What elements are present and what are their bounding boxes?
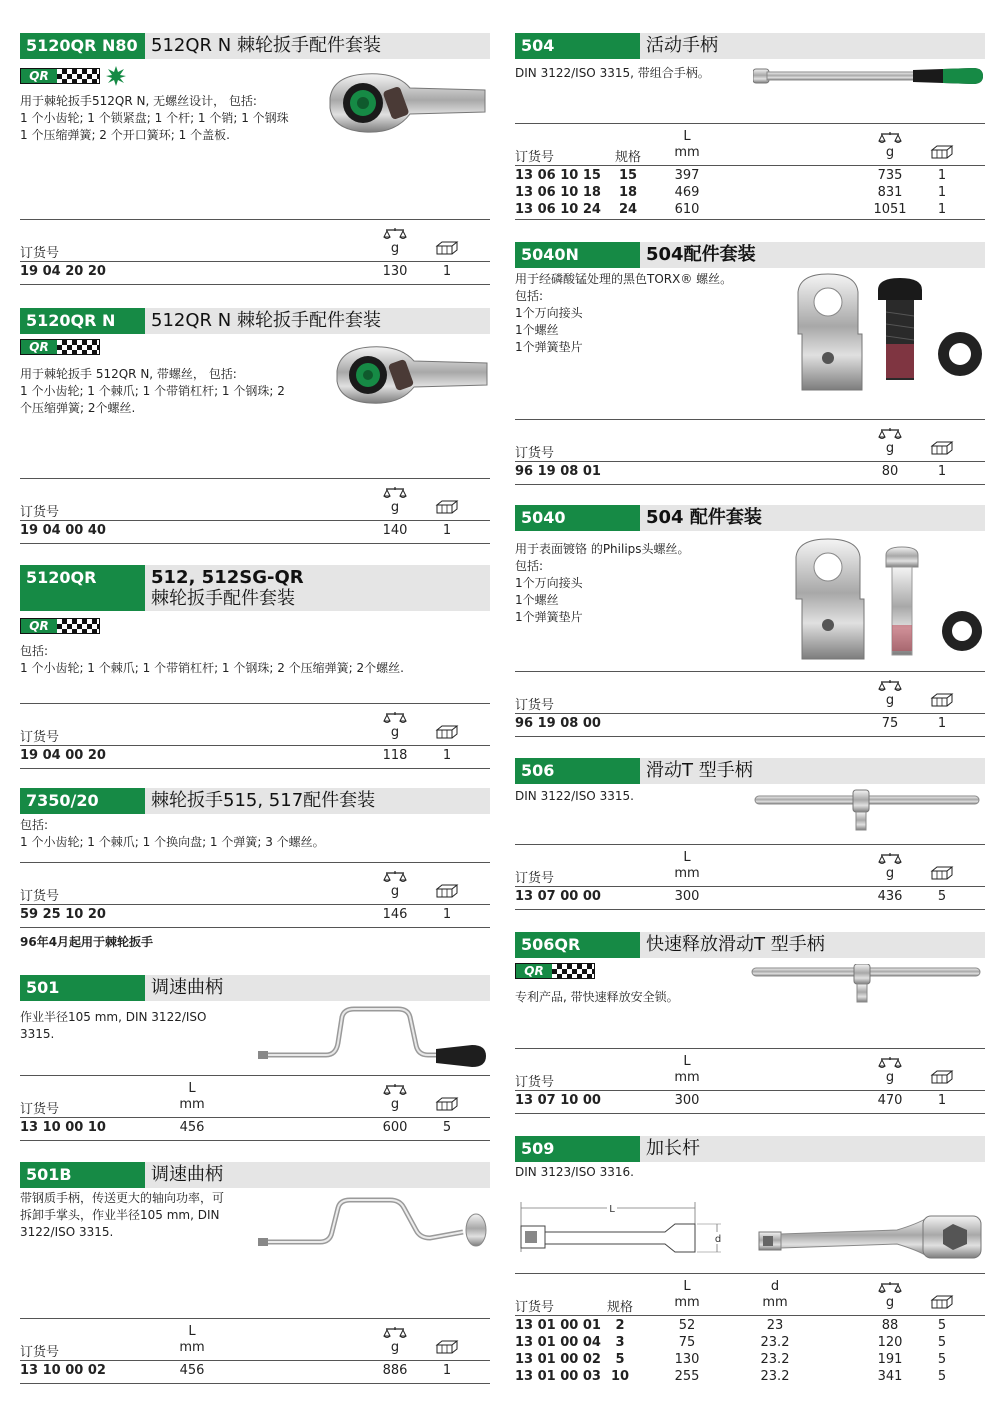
weight-value: 130 (382, 264, 408, 279)
weight-header: g (885, 693, 895, 708)
order-number: 13 07 00 00 (515, 889, 601, 904)
usage-note: 96年4月起用于棘轮扳手 (20, 935, 154, 949)
weight-header: g (390, 241, 400, 256)
order-number: 13 06 10 15 (515, 168, 601, 183)
order-table (20, 478, 490, 544)
pack-qty-value: 1 (937, 168, 947, 183)
length-value: 456 (179, 1363, 205, 1378)
weight-icon (383, 227, 407, 241)
pack-qty-value: 1 (442, 264, 452, 279)
product-code: 5120QR N (20, 308, 145, 334)
weight-header: g (885, 1070, 895, 1085)
order-number: 13 01 00 01 (515, 1318, 601, 1333)
product-description: 作业半径105 mm, DIN 3122/ISO 3315. (20, 1010, 207, 1041)
package-qty-icon (435, 884, 459, 898)
order-number: 19 04 00 20 (20, 748, 106, 763)
order-no-header: 订货号 (20, 505, 60, 520)
order-no-header: 订货号 (20, 1102, 60, 1117)
weight-value: 191 (877, 1352, 903, 1367)
weight-icon (878, 131, 902, 145)
section-5040 (515, 505, 985, 737)
spec-header: 规格 (615, 150, 642, 165)
length-value: 300 (674, 889, 700, 904)
diagram-diameter-label: d (714, 1234, 722, 1245)
pack-qty-value: 5 (442, 1120, 452, 1135)
pack-qty-value: 1 (442, 907, 452, 922)
diameter-value: 23.2 (760, 1352, 790, 1367)
pack-qty-value: 1 (937, 464, 947, 479)
weight-value: 470 (877, 1093, 903, 1108)
spec-value: 18 (618, 185, 638, 200)
pack-qty-value: 1 (937, 1093, 947, 1108)
package-qty-icon (930, 145, 954, 159)
section-header (20, 565, 490, 611)
order-number: 13 07 10 00 (515, 1093, 601, 1108)
length-header: mm (674, 866, 700, 881)
length-header: mm (674, 1070, 700, 1085)
badge-row (20, 66, 126, 86)
section-5120qr-n (20, 308, 490, 544)
weight-header: g (390, 725, 400, 740)
order-no-header: 订货号 (515, 1300, 555, 1315)
product-code: 501 (20, 975, 145, 1001)
product-code: 501B (20, 1162, 145, 1188)
length-header: mm (674, 145, 700, 160)
length-symbol: L (683, 1054, 691, 1069)
ratchet-head-image (332, 341, 490, 409)
weight-icon (383, 1326, 407, 1340)
weight-icon (878, 1281, 902, 1295)
weight-header: g (885, 145, 895, 160)
order-number: 19 04 20 20 (20, 264, 106, 279)
order-no-header: 订货号 (20, 1345, 60, 1360)
order-table (20, 219, 490, 285)
length-value: 75 (678, 1335, 696, 1350)
length-symbol: L (683, 129, 691, 144)
product-code: 506 (515, 758, 640, 784)
package-qty-icon (930, 441, 954, 455)
weight-value: 80 (881, 464, 899, 479)
product-title: 504 配件套装 (640, 505, 985, 531)
product-title: 滑动T 型手柄 (640, 758, 985, 784)
weight-icon (878, 1056, 902, 1070)
pack-qty-value: 1 (442, 523, 452, 538)
pack-qty-value: 1 (937, 716, 947, 731)
order-number: 13 01 00 04 (515, 1335, 601, 1350)
order-no-header: 订货号 (20, 889, 60, 904)
package-qty-icon (930, 1295, 954, 1309)
product-description: 包括: 1 个小齿轮; 1 个棘爪; 1 个带销杠杆; 1 个钢珠; 2 个压缩弹簧; 2个螺丝. (20, 644, 404, 675)
package-qty-icon (435, 725, 459, 739)
length-header: mm (179, 1340, 205, 1355)
length-value: 469 (674, 185, 700, 200)
order-number: 13 06 10 24 (515, 202, 601, 217)
pack-qty-value: 5 (937, 1335, 947, 1350)
sliding-t-handle-image (753, 788, 985, 836)
length-symbol: L (188, 1081, 196, 1096)
extension-bar-diagram (515, 1202, 730, 1258)
weight-header: g (885, 441, 895, 456)
section-header (515, 505, 985, 531)
pack-qty-value: 5 (937, 889, 947, 904)
diameter-value: 23.2 (760, 1335, 790, 1350)
section-header (515, 242, 985, 268)
length-value: 130 (674, 1352, 700, 1367)
order-table (515, 1048, 985, 1114)
package-qty-icon (930, 1070, 954, 1084)
product-description: 带钢质手柄，传送更大的轴向功率，可 拆卸手掌头，作业半径105 mm, DIN 3122/ISO 3315. (20, 1191, 225, 1239)
section-7350-20 (20, 788, 490, 953)
qr-badge: QR (20, 68, 100, 84)
spec-value: 15 (618, 168, 638, 183)
weight-icon (383, 711, 407, 725)
weight-value: 118 (382, 748, 408, 763)
product-title: 调速曲柄 (145, 975, 490, 1001)
package-qty-icon (930, 866, 954, 880)
pack-qty-value: 1 (442, 748, 452, 763)
section-5120qr-n80 (20, 33, 490, 285)
order-number: 13 06 10 18 (515, 185, 601, 200)
product-description: 用于经磷酸锰处理的黑色TORX® 螺丝。 包括: 1个万向接头 1个螺丝 1个弹簧垫片 (515, 272, 733, 354)
order-number: 96 19 08 01 (515, 464, 601, 479)
product-code: 509 (515, 1136, 640, 1162)
weight-value: 886 (382, 1363, 408, 1378)
spec-value: 5 (615, 1352, 625, 1367)
product-description: 用于表面镀铬 的Philips头螺丝。 包括: 1个万向接头 1个螺丝 1个弹簧垫片 (515, 542, 690, 624)
product-description: 用于棘轮扳手512QR N, 无螺丝设计， 包括: 1 个小齿轮; 1 个锁紧盘; 1 个杆; 1 个销; 1 个钢珠 1 个压缩弹簧; 2 个开口簧环; 1 个盖板. (20, 94, 289, 142)
section-5120qr (20, 565, 490, 769)
speed-brace-image (258, 1005, 490, 1070)
product-code: 7350/20 (20, 788, 145, 814)
product-title: 调速曲柄 (145, 1162, 490, 1188)
length-value: 300 (674, 1093, 700, 1108)
order-table (20, 703, 490, 769)
badge-row (20, 618, 100, 634)
weight-header: g (885, 1295, 895, 1310)
length-header: mm (674, 1295, 700, 1310)
weight-header: g (390, 500, 400, 515)
extension-bar-image (757, 1210, 985, 1264)
weight-icon (383, 870, 407, 884)
weight-header: g (390, 1097, 400, 1112)
weight-icon (383, 1083, 407, 1097)
product-title: 棘轮扳手515, 517配件套装 (145, 788, 490, 814)
product-title: 512, 512SG-QR 棘轮扳手配件套装 (145, 565, 490, 611)
product-description: DIN 3122/ISO 3315, 带组合手柄。 (515, 66, 710, 80)
product-code: 506QR (515, 932, 640, 958)
spec-value: 10 (611, 1369, 630, 1384)
order-no-header: 订货号 (20, 246, 60, 261)
green-star-icon (106, 66, 126, 86)
package-qty-icon (435, 241, 459, 255)
pack-qty-value: 5 (937, 1318, 947, 1333)
joint-screw-washer-image (790, 537, 985, 663)
quick-release-t-handle-image (750, 964, 985, 1006)
section-header (515, 932, 985, 958)
weight-value: 436 (877, 889, 903, 904)
flex-handle-image (753, 61, 985, 91)
order-number: 13 01 00 03 (515, 1369, 601, 1384)
order-table (515, 844, 985, 910)
weight-value: 140 (382, 523, 408, 538)
weight-icon (878, 427, 902, 441)
product-title: 快速释放滑动T 型手柄 (640, 932, 985, 958)
section-506qr (515, 932, 985, 1114)
section-504 (515, 33, 985, 220)
order-no-header: 订货号 (515, 446, 555, 461)
section-509 (515, 1136, 985, 1388)
section-header (20, 1162, 490, 1188)
section-506 (515, 758, 985, 910)
section-header (515, 33, 985, 59)
order-table (515, 671, 985, 737)
weight-value: 735 (877, 168, 903, 183)
product-description: 包括: 1 个小齿轮; 1 个棘爪; 1 个换向盘; 1 个弹簧; 3 个螺丝。 (20, 818, 325, 849)
length-value: 610 (674, 202, 700, 217)
order-no-header: 订货号 (515, 871, 555, 886)
length-value: 397 (674, 168, 700, 183)
weight-icon (878, 679, 902, 693)
section-header (20, 975, 490, 1001)
order-table (515, 419, 985, 485)
speed-brace-steel-handle-image (258, 1194, 490, 1254)
length-header: mm (179, 1097, 205, 1112)
order-number: 13 01 00 02 (515, 1352, 601, 1367)
weight-header: g (390, 1340, 400, 1355)
order-table (20, 862, 490, 928)
weight-value: 146 (382, 907, 408, 922)
diagram-length-label: L (609, 1204, 615, 1215)
weight-value: 1051 (873, 202, 907, 217)
length-symbol: L (188, 1324, 196, 1339)
product-description: DIN 3123/ISO 3316. (515, 1165, 634, 1179)
weight-header: g (390, 884, 400, 899)
product-title: 512QR N 棘轮扳手配件套装 (145, 33, 490, 59)
package-qty-icon (435, 1097, 459, 1111)
spec-header: 规格 (607, 1300, 634, 1315)
length-symbol: L (683, 850, 691, 865)
section-5040n (515, 242, 985, 485)
length-symbol: L (683, 1279, 691, 1294)
section-header (20, 33, 490, 59)
product-code: 5120QR (20, 565, 145, 611)
order-number: 96 19 08 00 (515, 716, 601, 731)
weight-value: 75 (881, 716, 899, 731)
joint-screw-washer-image (790, 272, 985, 392)
qr-badge: QR (20, 618, 100, 634)
product-code: 5120QR N80 (20, 33, 145, 59)
order-number: 13 10 00 10 (20, 1120, 106, 1135)
diameter-value: 23.2 (760, 1369, 790, 1384)
spec-value: 2 (615, 1318, 625, 1333)
product-title: 加长杆 (640, 1136, 985, 1162)
order-table (515, 123, 985, 220)
order-number: 13 10 00 02 (20, 1363, 106, 1378)
order-no-header: 订货号 (515, 150, 555, 165)
weight-icon (878, 852, 902, 866)
qr-badge: QR (20, 339, 100, 355)
length-value: 52 (678, 1318, 696, 1333)
package-qty-icon (435, 500, 459, 514)
order-no-header: 订货号 (515, 1075, 555, 1090)
section-header (515, 1136, 985, 1162)
product-title: 504配件套装 (640, 242, 985, 268)
weight-value: 831 (877, 185, 903, 200)
product-description: DIN 3122/ISO 3315. (515, 789, 634, 803)
section-header (515, 758, 985, 784)
badge-row (20, 339, 100, 355)
spec-value: 24 (618, 202, 638, 217)
order-no-header: 订货号 (515, 698, 555, 713)
order-table (20, 1075, 490, 1141)
order-no-header: 订货号 (20, 730, 60, 745)
weight-value: 88 (881, 1318, 899, 1333)
qr-badge: QR (515, 963, 595, 979)
order-number: 59 25 10 20 (20, 907, 106, 922)
diameter-symbol: d (770, 1279, 780, 1294)
badge-row (515, 963, 595, 979)
pack-qty-value: 5 (937, 1352, 947, 1367)
section-header (20, 308, 490, 334)
ratchet-head-image (325, 68, 490, 138)
spec-value: 3 (615, 1335, 625, 1350)
pack-qty-value: 1 (937, 202, 947, 217)
section-501b (20, 1162, 490, 1384)
product-code: 504 (515, 33, 640, 59)
weight-value: 341 (877, 1369, 903, 1384)
length-value: 456 (179, 1120, 205, 1135)
order-table (515, 1273, 985, 1388)
product-title: 活动手柄 (640, 33, 985, 59)
weight-header: g (885, 866, 895, 881)
product-description: 用于棘轮扳手 512QR N, 带螺丝， 包括: 1 个小齿轮; 1 个棘爪; 1 个带销杠杆; 1 个钢珠; 2 个压缩弹簧; 2个螺丝. (20, 367, 285, 415)
diameter-header: mm (762, 1295, 788, 1310)
pack-qty-value: 5 (937, 1369, 947, 1384)
pack-qty-value: 1 (442, 1363, 452, 1378)
length-value: 255 (674, 1369, 700, 1384)
package-qty-icon (435, 1340, 459, 1354)
product-description: 专利产品, 带快速释放安全锁。 (515, 990, 679, 1004)
weight-value: 600 (382, 1120, 408, 1135)
product-code: 5040N (515, 242, 640, 268)
order-table (20, 1318, 490, 1384)
weight-value: 120 (877, 1335, 903, 1350)
order-number: 19 04 00 40 (20, 523, 106, 538)
section-header (20, 788, 490, 814)
product-title: 512QR N 棘轮扳手配件套装 (145, 308, 490, 334)
section-501 (20, 975, 490, 1141)
product-code: 5040 (515, 505, 640, 531)
package-qty-icon (930, 693, 954, 707)
pack-qty-value: 1 (937, 185, 947, 200)
weight-icon (383, 486, 407, 500)
diameter-value: 23 (766, 1318, 784, 1333)
